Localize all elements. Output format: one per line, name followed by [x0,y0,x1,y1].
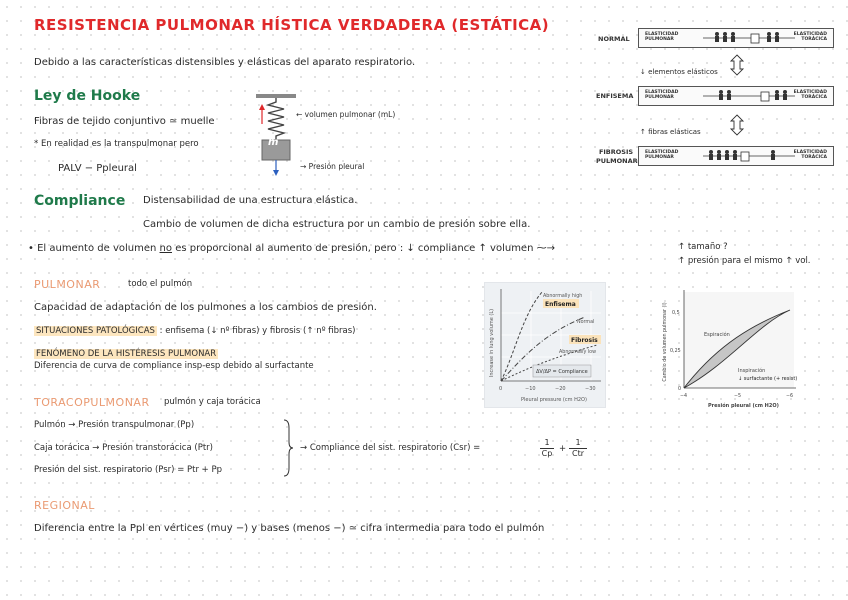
spring-volume-text: volumen pulmonar (mL) [304,110,396,119]
bullet-c2: ↑ presión para el mismo ↑ vol. [678,256,811,266]
graph2-ylabel: Cambio de volumen pulmonar (l) [663,302,668,382]
pulmonar-line1: Capacidad de adaptación de los pulmones a los cambios de presión. [34,302,377,313]
spring-pressure-label [300,162,364,171]
fraction-ctr [569,438,587,459]
graph2-xlabel: Presión pleural (cm H2O) [708,403,779,409]
regional-heading: REGIONAL [34,499,95,512]
bar-left-label: ELASTICIDAD PULMONAR [645,32,679,42]
page-title: RESISTENCIA PULMONAR HÍSTICA VERDADERA (ESTÁTICA) [34,16,550,34]
compliance-heading: Compliance [34,193,126,209]
graph1-xtick: 0 [499,386,503,392]
row-label-fibrosis: FIBROSIS PULMONAR [596,148,638,165]
tug-bar-enfisema [638,86,834,106]
situaciones-text: : enfisema (↓ nº fibras) y fibrosis (↑ nº fibras) [159,326,356,336]
spring-ceiling [256,94,296,98]
spring-volume-label [296,110,395,119]
graph2-xtick: −6 [786,394,794,399]
double-arrow-icon [729,114,745,136]
tug-bar-fibrosis [638,146,834,166]
histeresis-text: Diferencia de curva de compliance insp-esp debido al surfactante [34,361,314,371]
hooke-formula: PALV − Ppleural [58,163,137,174]
bullet-part-b: es proporcional al aumento de presión, pero : ↓ compliance ↑ volumen ⁓→ [175,243,555,254]
tug-bar-normal [638,28,834,48]
graph2-ytick: 0,25 [670,349,681,354]
hooke-line1: Fibras de tejido conjuntivo ≃ muelle [34,116,215,127]
curly-brace-icon [282,418,294,478]
frac2-numerator: 1 [569,438,587,449]
hysteresis-graph [658,284,808,412]
bullet-c1: ↑ tamaño ? [678,242,728,252]
compliance-graph [484,282,606,408]
note-fibras: ↑ fibras elásticas [640,128,701,136]
bar-right-label: ELASTICIDAD TORÁCICA [793,32,827,42]
bar-left-label: ELASTICIDAD PULMONAR [645,150,679,160]
hooke-heading: Ley de Hooke [34,88,141,104]
legend-compliance: ΔV/ΔP = Compliance [536,369,588,375]
bar-left-label: ELASTICIDAD PULMONAR [645,90,679,100]
anno-enfisema: Enfisema [545,301,576,308]
situaciones-line [34,326,356,336]
frac1-numerator: 1 [540,438,554,449]
compliance-graph-svg [485,283,605,407]
row-label-normal: NORMAL [598,35,630,43]
compliance-def2: Cambio de volumen de dicha estructura por un cambio de presión sobre ella. [143,219,531,230]
tug-of-war-icon [703,88,795,103]
hooke-line2: * En realidad es la transpulmonar pero [34,139,199,149]
graph1-xtick: −20 [555,386,566,392]
regional-line1: Diferencia entre la Ppl en vértices (muy −) y bases (menos −) ≃ cifra intermedia para todo el pulmón [34,523,545,534]
compliance-bullet [28,243,555,254]
spring-volume-arrow: ← [296,110,305,119]
label-inspiracion: Inspiración [738,368,766,374]
tug-of-war-icon [703,148,795,163]
spring-pressure-text: Presión pleural [308,162,365,171]
row-label-enfisema: ENFISEMA [596,92,634,100]
bar-right-label: ELASTICIDAD TORÁCICA [793,90,827,100]
graph2-xtick: −5 [734,394,742,399]
label-normal: Normal [577,320,595,325]
graph1-xlabel: Pleural pressure (cm H2O) [521,397,587,403]
frac2-denominator: Ctr [571,449,584,458]
anno-fibrosis: Fibrosis [571,337,598,344]
bullet-part-a: • El aumento de volumen [28,243,157,254]
toraco-line3: Presión del sist. respiratorio (Psr) = Ptr + Pp [34,465,223,475]
graph1-ylabel: Increase in lung volume (L) [489,308,495,378]
label-abnormally-low: Abnormally low [559,350,597,355]
toraco-sub: pulmón y caja torácica [164,397,261,407]
toraco-line2: Caja torácica → Presión transtorácica (Ptr) [34,443,213,453]
histeresis-label [34,349,218,359]
toraco-line1: Pulmón → Presión transpulmonar (Pp) [34,420,195,430]
toraco-heading: TORACOPULMONAR [34,396,150,409]
pulmonar-heading: PULMONAR [34,278,101,291]
graph1-xtick: −30 [585,386,596,392]
bullet-no: no [159,243,172,254]
note-elementos: ↓ elementos elásticos [640,68,718,76]
plus-sign: + [559,444,567,454]
double-arrow-icon [729,54,745,76]
compliance-def1: Distensabilidad de una estructura elástica. [143,195,358,206]
graph2-ytick: 0,5 [672,311,680,316]
pulmonar-sub: todo el pulmón [128,279,193,289]
toraco-result: → Compliance del sist. respiratorio (Csr) = [300,443,481,453]
situaciones-label: SITUACIONES PATOLÓGICAS [36,326,155,336]
graph2-xtick: −4 [680,394,688,399]
label-espiracion: Espiración [704,332,730,338]
bar-right-label: ELASTICIDAD TORÁCICA [793,150,827,160]
label-surfactante: ↓ surfactante (+ resist) [738,376,798,382]
intro-text: Debido a las características distensibles y elásticas del aparato respiratorio. [34,57,416,68]
fraction-cp [540,438,554,459]
frac1-denominator: Cp [541,449,553,458]
label-abnormally-high: Abnormally high [543,294,583,299]
mass-label: m [268,137,279,148]
graph2-ytick: 0 [678,387,682,392]
graph1-xtick: −10 [525,386,536,392]
spring-pressure-arrow: → [300,162,309,171]
histeresis-label-text: FENÓMENO DE LA HISTÉRESIS PULMONAR [36,349,217,359]
tug-of-war-icon [703,30,795,45]
spring-coil [268,98,284,140]
